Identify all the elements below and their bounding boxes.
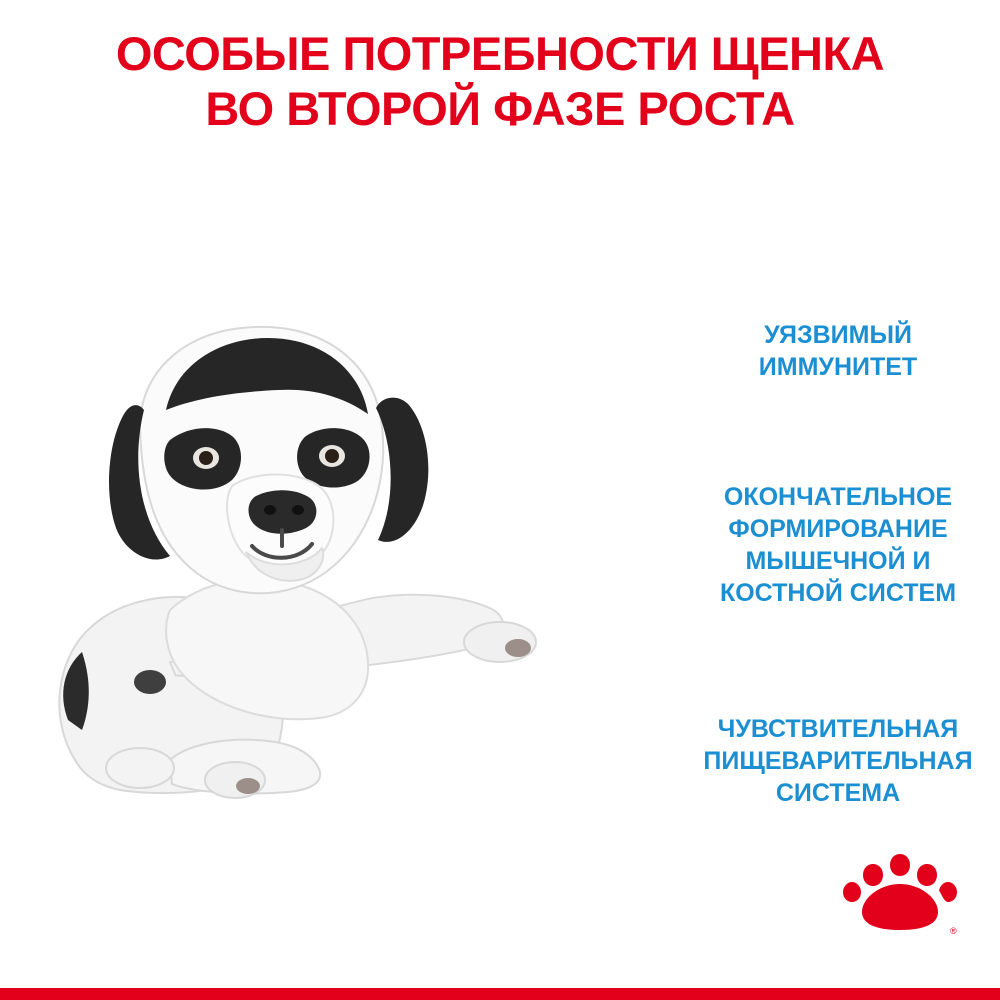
headline-line-2: ВО ВТОРОЙ ФАЗЕ РОСТА <box>205 82 795 136</box>
trademark-symbol: ® <box>950 926 957 936</box>
callout-text: ЧУВСТВИТЕЛЬНАЯ ПИЩЕВАРИТЕЛЬНАЯ СИСТЕМА <box>703 715 973 807</box>
headline-line-1: ОСОБЫЕ ПОТРЕБНОСТИ ЩЕНКА <box>115 27 885 80</box>
dog-photo <box>20 290 560 810</box>
callout-muscle-bone-formation <box>680 470 1000 620</box>
royal-canin-logo <box>840 850 960 936</box>
callout-text: ОКОНЧАТЕЛЬНОЕ ФОРМИРОВАНИЕ МЫШЕЧНОЙ И КОСТНОЙ СИСТЕМ <box>719 483 957 607</box>
callout-vulnerable-immunity <box>680 292 1000 410</box>
callout-text: УЯЗВИМЫЙ ИММУНИТЕТ <box>758 321 918 381</box>
callout-sensitive-digestion <box>680 682 1000 840</box>
page-title <box>0 26 1000 137</box>
bottom-accent-bar <box>0 988 1000 1000</box>
